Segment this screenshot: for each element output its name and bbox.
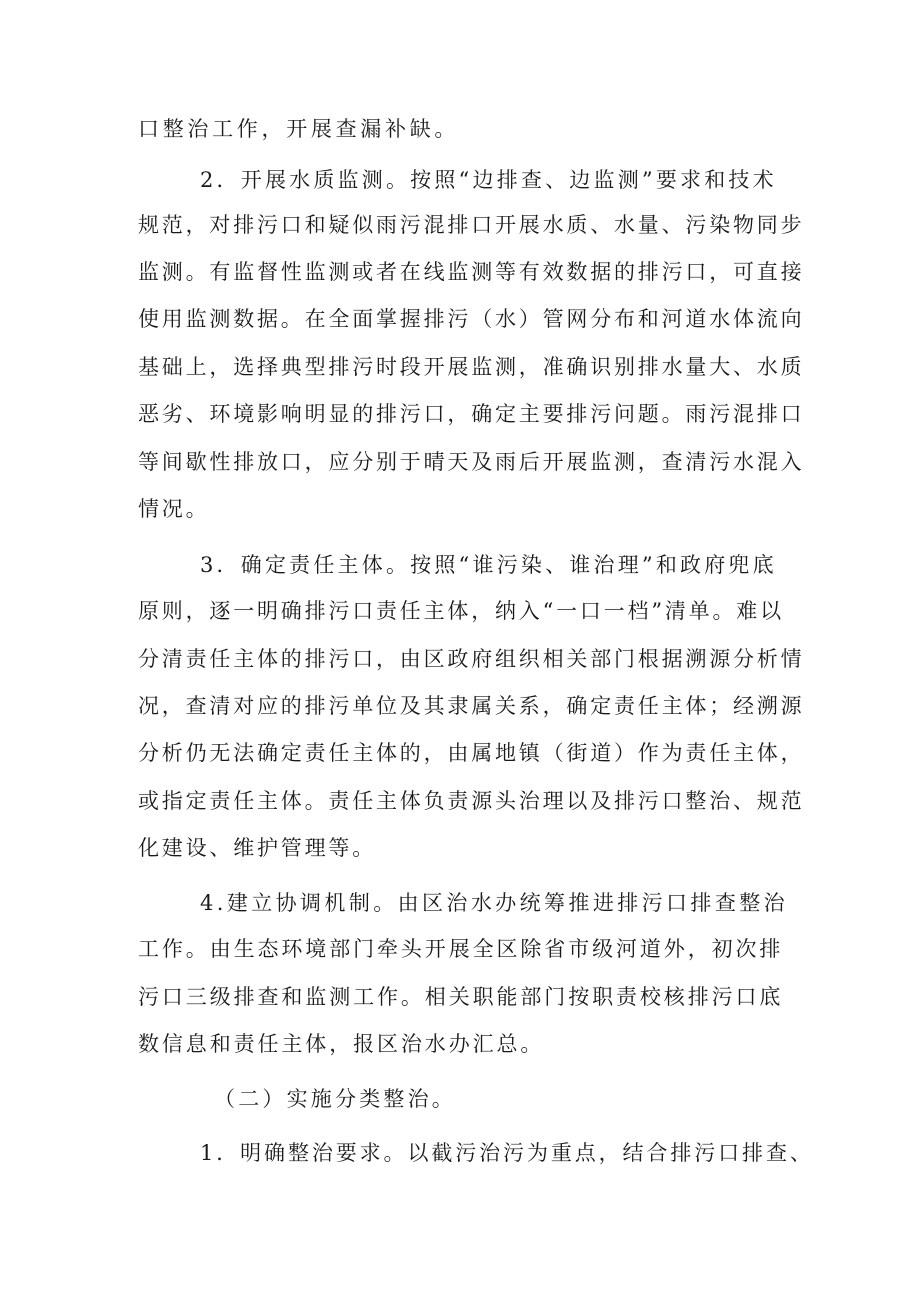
paragraph-line: 1．明确整治要求。以截污治污为重点，结合排污口排查、 (200, 1141, 814, 1165)
paragraph-line: 2．开展水质监测。按照“边排查、边监测”要求和技术 (200, 168, 777, 192)
paragraph-line: 数信息和责任主体，报区治水办汇总。 (138, 1032, 545, 1056)
paragraph-line: 4.建立协调机制。由区治水办统筹推进排污口排查整治 (200, 891, 789, 915)
paragraph-line: 规范，对排污口和疑似雨污混排口开展水质、水量、污染物同步 (138, 213, 805, 237)
paragraph-line: 监测。有监督性监测或者在线监测等有效数据的排污口，可直接 (138, 260, 805, 284)
paragraph-line: 恶劣、环境影响明显的排污口，确定主要排污问题。雨污混排口 (138, 402, 805, 426)
paragraph-line: 况，查清对应的排污单位及其隶属关系，确定责任主体；经溯源 (138, 694, 805, 718)
paragraph-line: 污口三级排查和监测工作。相关职能部门按职责校核排污口底 (138, 985, 784, 1009)
paragraph-line: 分清责任主体的排污口，由区政府组织相关部门根据溯源分析情 (138, 647, 805, 671)
paragraph-line: 基础上，选择典型排污时段开展监测，准确识别排水量大、水质 (138, 355, 805, 379)
paragraph-line: 分析仍无法确定责任主体的，由属地镇（街道）作为责任主体， (138, 741, 805, 765)
paragraph-line: 3．确定责任主体。按照“谁污染、谁治理”和政府兜底 (200, 553, 777, 577)
paragraph-line: 等间歇性排放口，应分别于晴天及雨后开展监测，查清污水混入 (138, 450, 805, 474)
paragraph-line: 使用监测数据。在全面掌握排污（水）管网分布和河道水体流向 (138, 307, 805, 331)
section-heading: （二）实施分类整治。 (214, 1087, 456, 1111)
paragraph-line: 口整治工作，开展查漏补缺。 (138, 117, 460, 141)
paragraph-line: 原则，逐一明确排污口责任主体，纳入“一口一档”清单。难以 (138, 599, 784, 623)
paragraph-line: 或指定责任主体。责任主体负责源头治理以及排污口整治、规范 (138, 789, 805, 813)
paragraph-line: 工作。由生态环境部门牵头开展全区除省市级河道外，初次排 (138, 937, 784, 961)
paragraph-line: 化建设、维护管理等。 (138, 836, 376, 860)
paragraph-line: 情况。 (138, 497, 210, 521)
